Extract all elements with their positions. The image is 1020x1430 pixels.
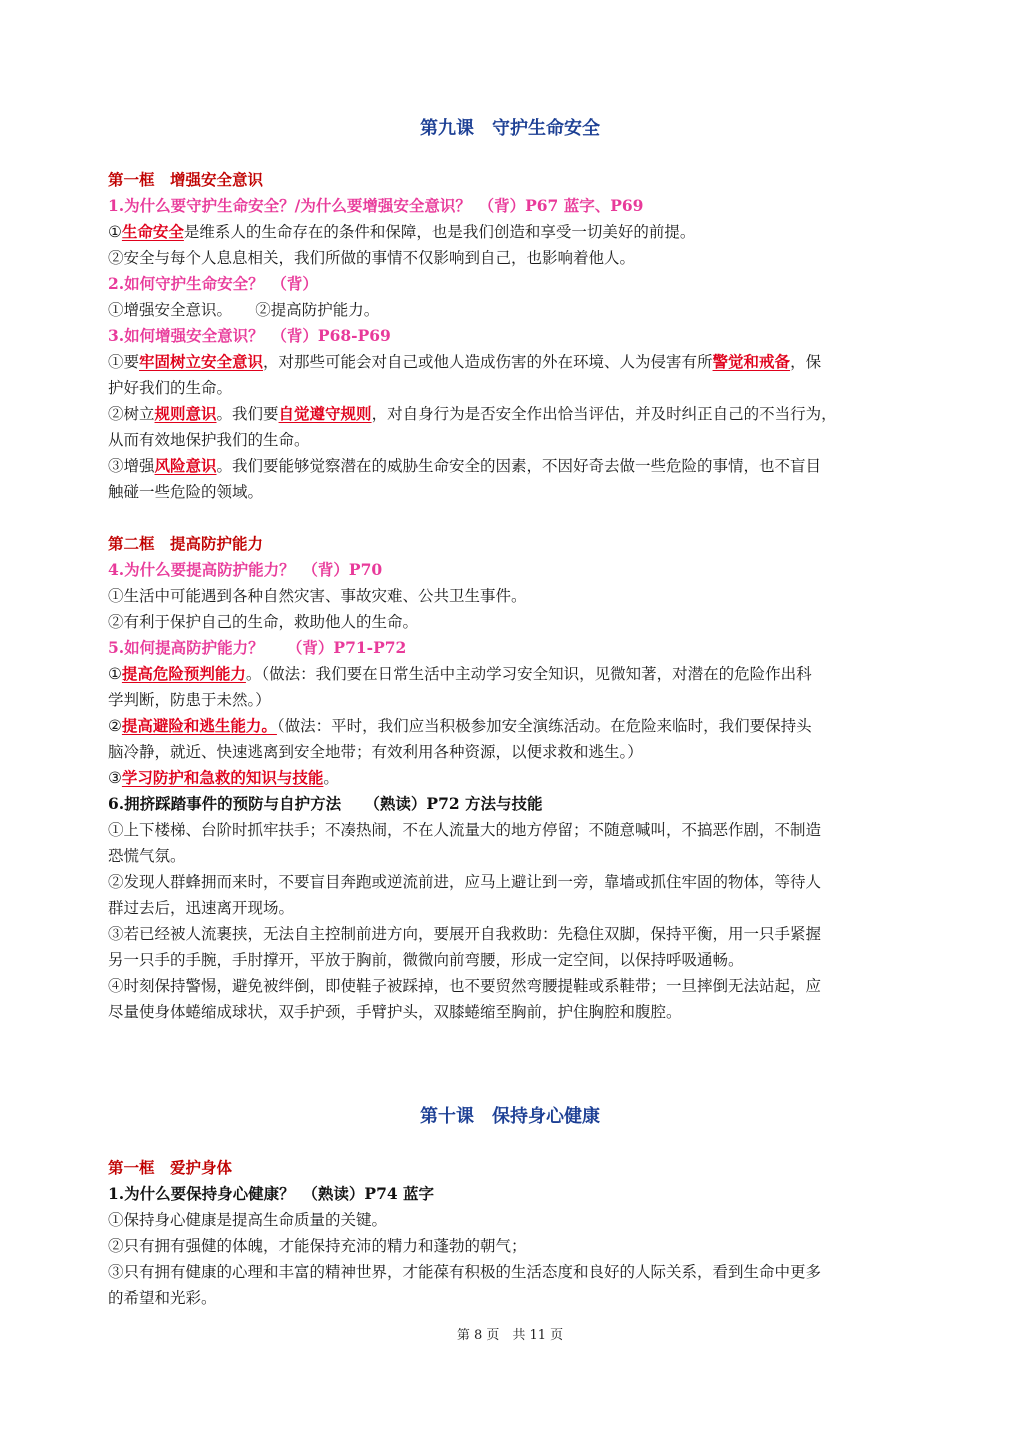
answer-5-2: ②提高避险和逃生能力。（做法：平时，我们应当积极参加安全演练活动。在危险来临时，我们要保持头 — [108, 716, 812, 735]
answer-1-1: ①生命安全是维系人的生命存在的条件和保障，也是我们创造和享受一切美好的前提。 — [108, 222, 696, 241]
lesson-10-answer-1: ①保持身心健康是提高生命质量的关键。 — [108, 1211, 388, 1229]
lesson-10-frame-1-title: 第一框 爱护身体 — [108, 1158, 233, 1177]
answer-3-1-cont: 护好我们的生命。 — [108, 379, 233, 397]
answer-1-2: ②安全与每个人息息相关，我们所做的事情不仅影响到自己，也影响着他人。 — [108, 249, 636, 267]
lesson-10-answer-3: ③只有拥有健康的心理和丰富的精神世界，才能葆有积极的生活态度和良好的人际关系，看到生命中更多 — [108, 1263, 822, 1281]
answer-5-1: ①提高危险预判能力。（做法：我们要在日常生活中主动学习安全知识，见微知著，对潜在的危险作出科 — [108, 664, 812, 683]
question-1: 1.为什么要守护生命安全？/为什么要增强安全意识？ （背）P67 蓝字、P69 — [108, 196, 644, 215]
answer-6-1: ①上下楼梯、台阶时抓牢扶手；不凑热闹，不在人流量大的地方停留；不随意喊叫，不搞恶作剧，不制造 — [108, 821, 822, 839]
lesson-10-title: 第十课 保持身心健康 — [420, 1106, 600, 1127]
lesson-10-question-1: 1.为什么要保持身心健康？ （熟读）P74 蓝字 — [108, 1184, 435, 1203]
question-4: 4.为什么要提高防护能力？ （背）P70 — [108, 560, 383, 579]
page-footer: 第 8 页 共 11 页 — [456, 1328, 564, 1343]
lesson-9-frame-2-title: 第二框 提高防护能力 — [108, 534, 264, 553]
question-5: 5.如何提高防护能力？ （背）P71-P72 — [108, 638, 407, 657]
answer-6-3: ③若已经被人流裹挟，无法自主控制前进方向，要展开自我救助：先稳住双脚，保持平衡，用一只手紧握 — [108, 925, 822, 943]
answer-6-4-cont: 尽量使身体蜷缩成球状，双手护颈，手臂护头，双膝蜷缩至胸前，护住胸腔和腹腔。 — [108, 1003, 682, 1021]
question-3: 3.如何增强安全意识？ （背）P68-P69 — [108, 326, 391, 345]
answer-3-3: ③增强风险意识。我们要能够觉察潜在的威胁生命安全的因素，不因好奇去做一些危险的事情，也不盲目 — [108, 456, 822, 475]
answer-3-1: ①要牢固树立安全意识，对那些可能会对自己或他人造成伤害的外在环境、人为侵害有所警觉和戒备，保 — [108, 352, 822, 371]
answer-6-1-cont: 恐慌气氛。 — [108, 847, 186, 865]
answer-6-2-cont: 群过去后，迅速离开现场。 — [108, 899, 295, 917]
answer-6-3-cont: 另一只手的手腕，手肘撑开，平放于胸前，微微向前弯腰，形成一定空间，以保持呼吸通畅。 — [108, 951, 744, 969]
answer-4-2: ②有利于保护自己的生命，救助他人的生命。 — [108, 613, 419, 631]
answer-4-1: ①生活中可能遇到各种自然灾害、事故灾难、公共卫生事件。 — [108, 587, 527, 605]
answer-5-3: ③学习防护和急救的知识与技能。 — [108, 768, 339, 787]
question-2: 2.如何守护生命安全？ （背） — [108, 274, 318, 293]
lesson-10-answer-2: ②只有拥有强健的体魄，才能保持充沛的精力和蓬勃的朝气； — [108, 1237, 527, 1255]
lesson-10-answer-3-cont: 的希望和光彩。 — [108, 1289, 217, 1307]
question-6: 6.拥挤踩踏事件的预防与自护方法 （熟读）P72 方法与技能 — [108, 794, 543, 813]
answer-6-2: ②发现人群蜂拥而来时，不要盲目奔跑或逆流前进，应马上避让到一旁，靠墙或抓住牢固的物体，等待人 — [108, 873, 822, 891]
answer-2: ①增强安全意识。 ②提高防护能力。 — [108, 301, 380, 319]
answer-5-2-cont: 脑冷静，就近、快速逃离到安全地带；有效利用各种资源，以便求救和逃生。） — [108, 743, 643, 761]
answer-5-1-cont: 学判断，防患于未然。） — [108, 691, 271, 709]
answer-3-3-cont: 触碰一些危险的领域。 — [108, 483, 264, 501]
answer-3-2: ②树立规则意识。我们要自觉遵守规则，对自身行为是否安全作出恰当评估，并及时纠正自己的不当行为， — [108, 404, 837, 423]
lesson-9-title: 第九课 守护生命安全 — [420, 118, 600, 139]
answer-3-2-cont: 从而有效地保护我们的生命。 — [108, 431, 310, 449]
answer-6-4: ④时刻保持警惕，避免被绊倒，即使鞋子被踩掉，也不要贸然弯腰提鞋或系鞋带；一旦摔倒无法站起，应 — [108, 977, 822, 995]
lesson-9-frame-1-title: 第一框 增强安全意识 — [108, 170, 264, 189]
